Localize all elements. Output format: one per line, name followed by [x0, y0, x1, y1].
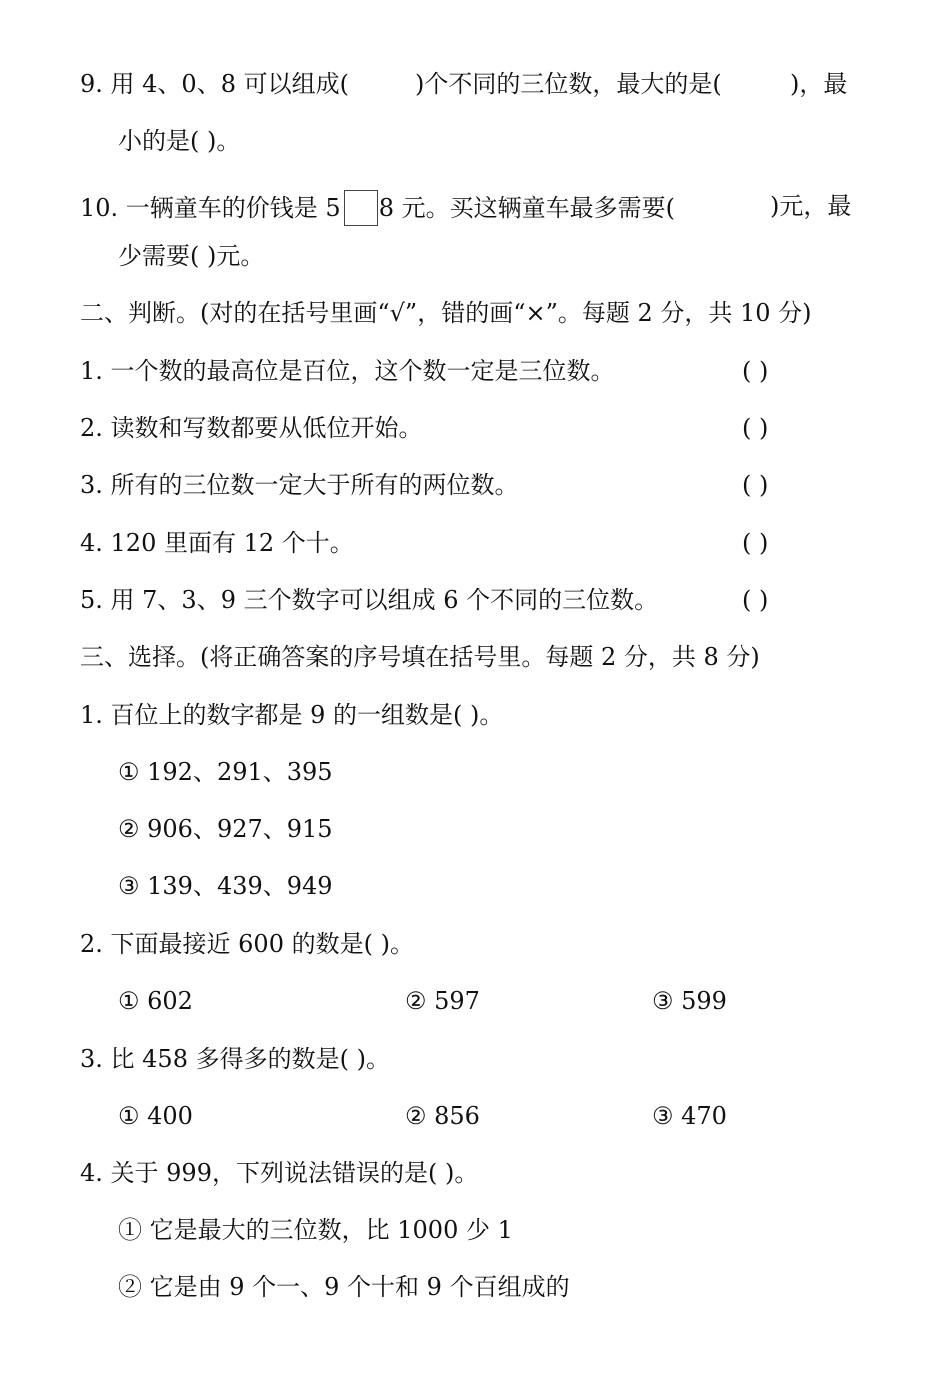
choice-q3-stem: 3. 比 458 多得多的数是( )。: [80, 1045, 390, 1073]
q9-line2: 小的是( )。: [118, 127, 241, 155]
choice-q3-option-2[interactable]: ② 856: [405, 1102, 480, 1130]
q9-text-a: 9. 用 4、0、8 可以组成(: [80, 70, 349, 98]
q9-text-c: )，最: [790, 70, 848, 98]
q10-line2: 少需要( )元。: [118, 242, 265, 270]
choice-q1-option-2[interactable]: ② 906、927、915: [118, 815, 333, 843]
q10-text-c: )元，最: [770, 192, 852, 220]
judge-item-5: 5. 用 7、3、9 三个数字可以组成 6 个不同的三位数。: [80, 586, 659, 614]
q10-text-a: 10. 一辆童车的价钱是 5: [80, 194, 341, 222]
choice-q4-option-2[interactable]: ② 它是由 9 个一、9 个十和 9 个百组成的: [118, 1273, 570, 1301]
choice-q2-stem: 2. 下面最接近 600 的数是( )。: [80, 930, 414, 958]
judge-answer-3[interactable]: ( ): [742, 471, 769, 499]
judge-answer-2[interactable]: ( ): [742, 414, 769, 442]
judge-heading: 二、判断。(对的在括号里画“√”，错的画“×”。每题 2 分，共 10 分): [80, 299, 812, 327]
judge-item-1: 1. 一个数的最高位是百位，这个数一定是三位数。: [80, 357, 615, 385]
choice-q2-option-2[interactable]: ② 597: [405, 987, 480, 1015]
judge-item-2: 2. 读数和写数都要从低位开始。: [80, 414, 423, 442]
choice-q3-option-1[interactable]: ① 400: [118, 1102, 193, 1130]
choice-q3-option-3[interactable]: ③ 470: [652, 1102, 727, 1130]
choice-q4-option-1[interactable]: ① 它是最大的三位数，比 1000 少 1: [118, 1216, 513, 1244]
q9-text-b: )个不同的三位数，最大的是(: [415, 70, 722, 98]
judge-item-4: 4. 120 里面有 12 个十。: [80, 529, 354, 557]
choice-q1-option-3[interactable]: ③ 139、439、949: [118, 872, 333, 900]
choice-q2-option-1[interactable]: ① 602: [118, 987, 193, 1015]
choice-q1-option-1[interactable]: ① 192、291、395: [118, 758, 333, 786]
q9-line1: [80, 68, 349, 100]
choice-heading: 三、选择。(将正确答案的序号填在括号里。每题 2 分，共 8 分): [80, 643, 760, 671]
q10-line1: [80, 190, 675, 226]
choice-q2-option-3[interactable]: ③ 599: [652, 987, 727, 1015]
q10-text-b: 8 元。买这辆童车最多需要(: [378, 194, 675, 222]
judge-answer-1[interactable]: ( ): [742, 357, 769, 385]
blank-digit-box[interactable]: [344, 190, 378, 226]
judge-item-3: 3. 所有的三位数一定大于所有的两位数。: [80, 471, 519, 499]
judge-answer-5[interactable]: ( ): [742, 586, 769, 614]
judge-answer-4[interactable]: ( ): [742, 529, 769, 557]
choice-q1-stem: 1. 百位上的数字都是 9 的一组数是( )。: [80, 701, 504, 729]
choice-q4-stem: 4. 关于 999，下列说法错误的是( )。: [80, 1159, 479, 1187]
